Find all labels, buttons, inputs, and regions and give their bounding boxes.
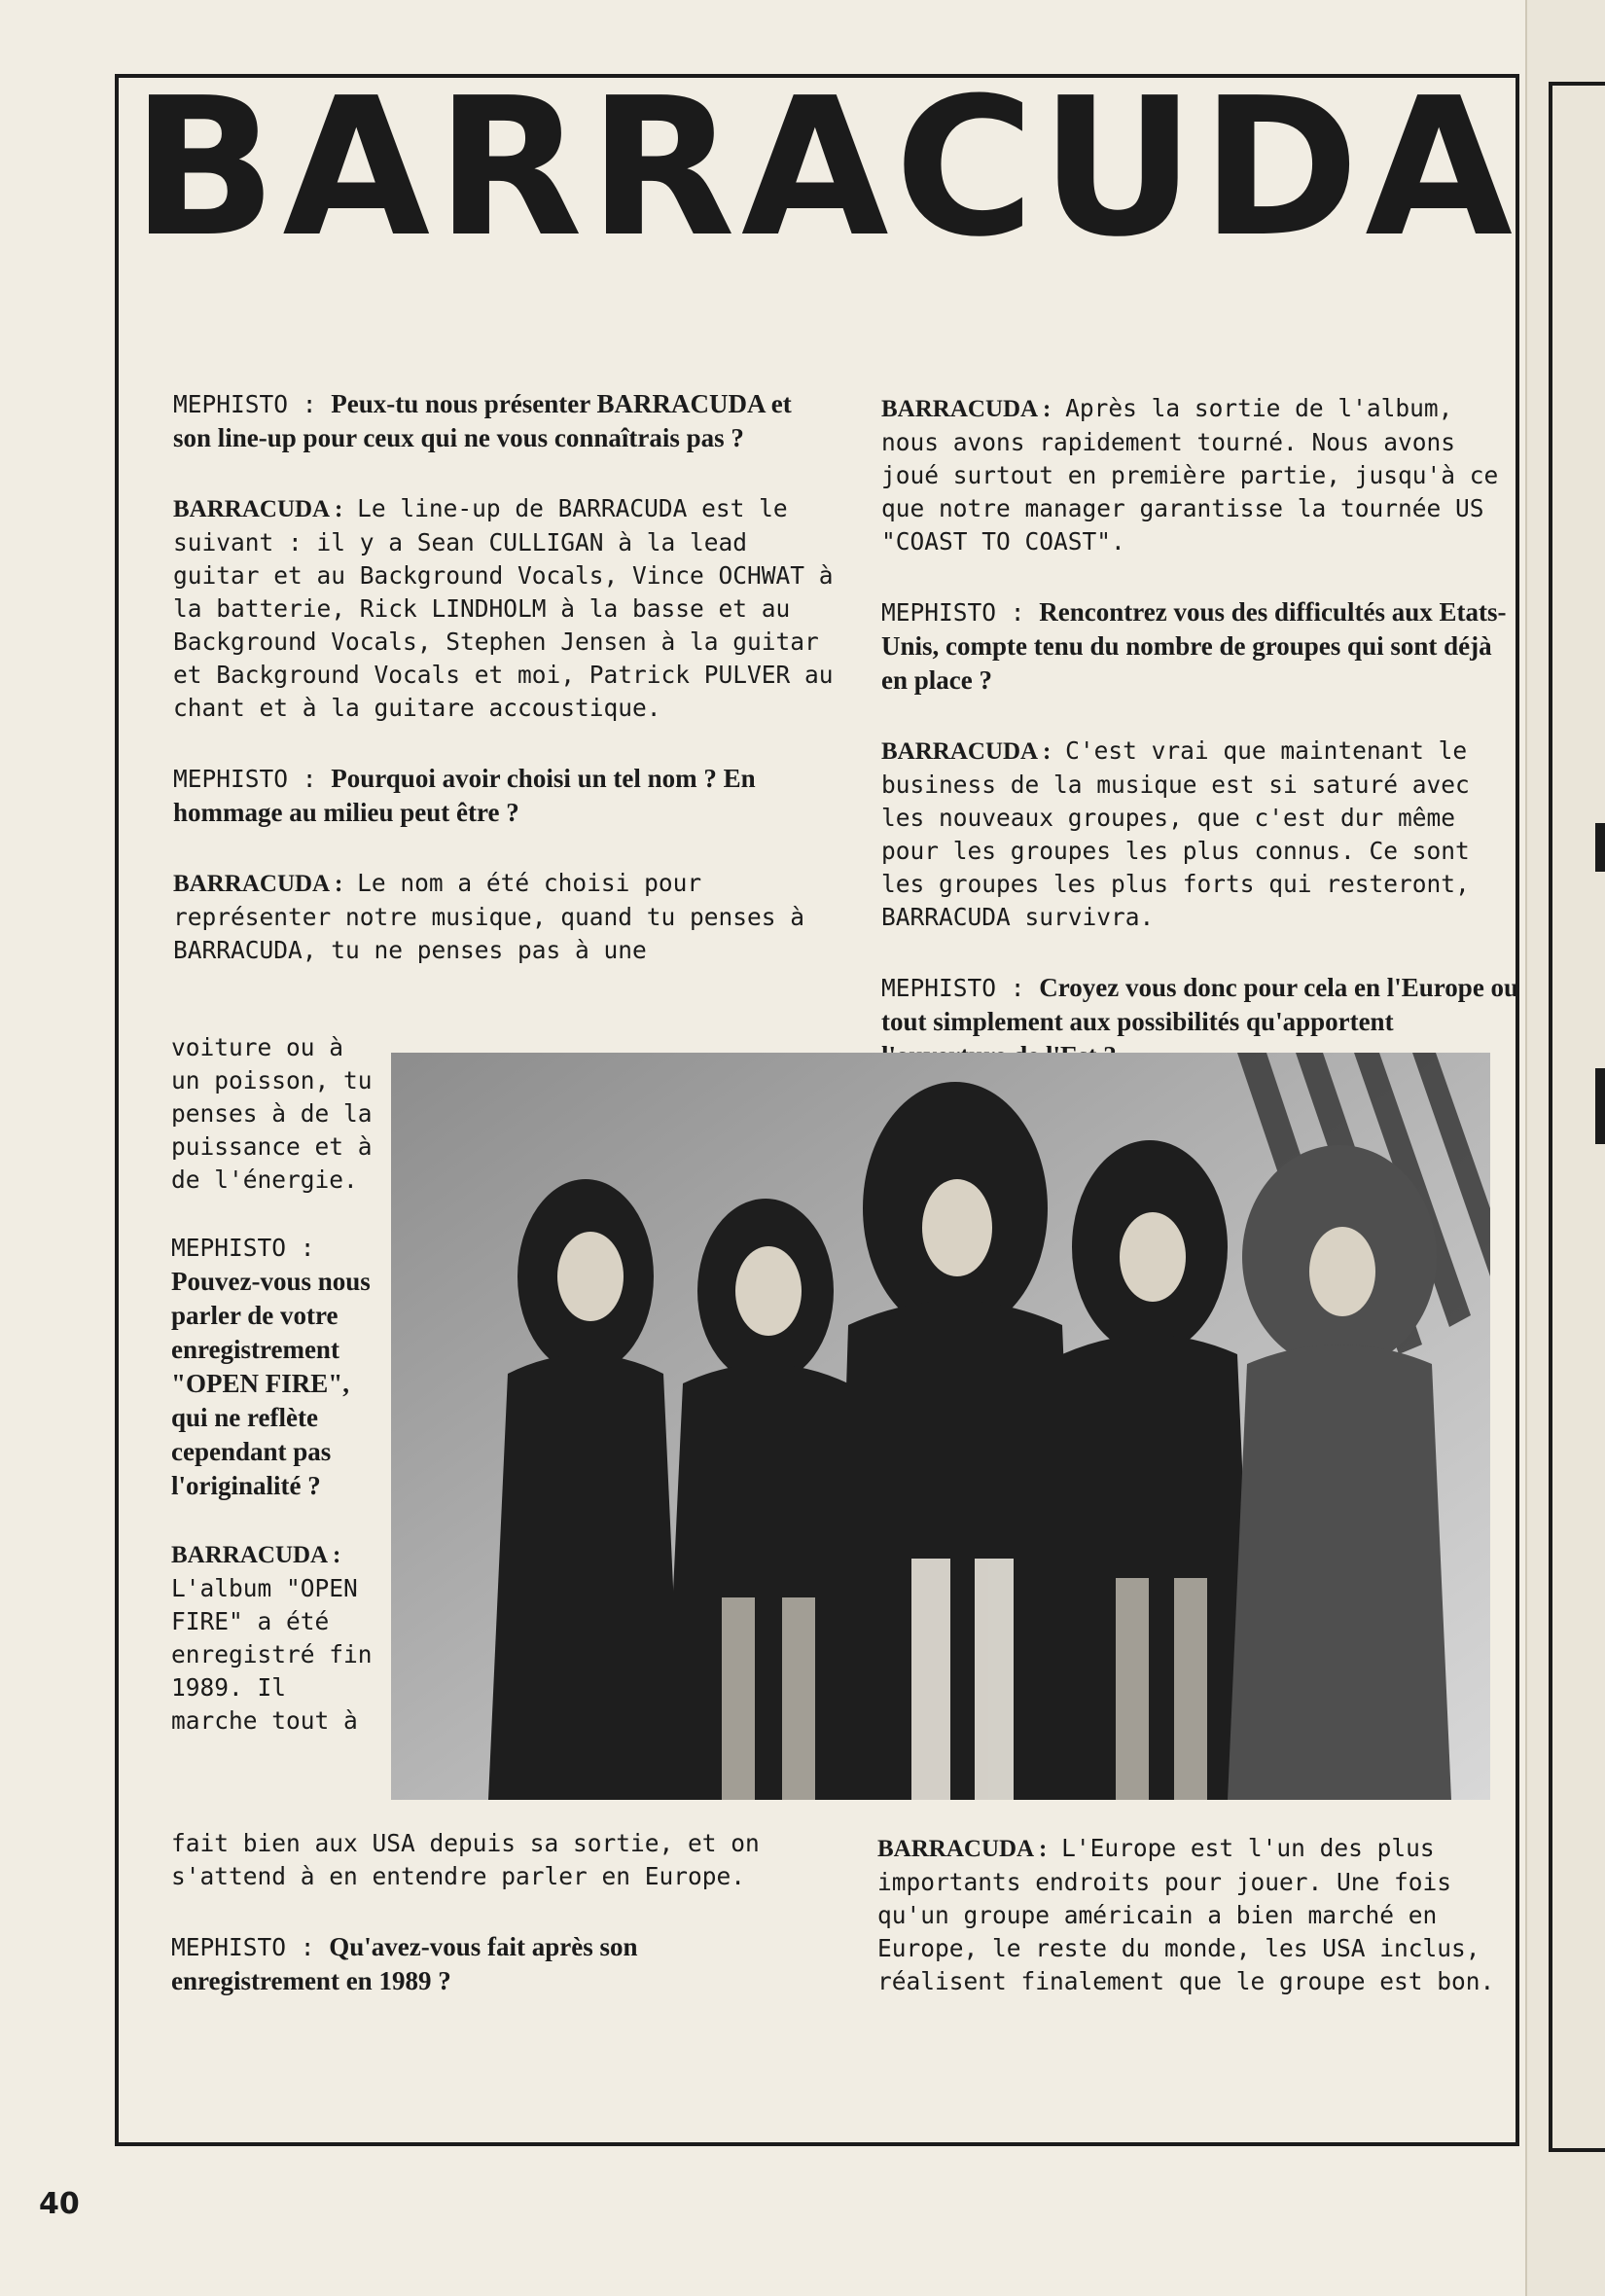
answer-text: Après la sortie de l'album, nous avons rapidement tourné. Nous avons joué surtout en première partie, jusqu'à ce que notre manager garantisse la tournée US "COAST TO COAST".	[881, 394, 1499, 556]
question-text: Qu'avez-vous fait après son enregistrement en 1989 ?	[171, 1932, 638, 1995]
speaker-label: BARRACUDA :	[881, 396, 1052, 422]
question-text: Peux-tu nous présenter BARRACUDA et son line-up pour ceux qui ne vous connaîtrais pas ?	[173, 389, 792, 452]
question-text: Croyez vous donc pour cela en l'Europe ou tout simplement aux possibilités qu'apportent	[881, 973, 1519, 1036]
interview-paragraph	[171, 1827, 798, 1893]
interview-paragraph	[171, 1232, 383, 1503]
narrow-column	[171, 1031, 383, 1773]
page-number: 40	[39, 2187, 80, 2221]
interview-paragraph	[881, 595, 1523, 698]
band-photo	[391, 1053, 1490, 1800]
speaker-label: BARRACUDA :	[173, 871, 343, 897]
right-column	[881, 392, 1523, 1110]
speaker-label: BARRACUDA :	[171, 1542, 341, 1568]
interview-paragraph	[881, 392, 1523, 558]
interview-paragraph	[173, 387, 835, 455]
answer-text: fait bien aux USA depuis sa sortie, et on s'attend à en entendre parler en Europe.	[171, 1829, 760, 1890]
speaker-label: MEPHISTO :	[173, 390, 317, 418]
answer-text: voiture ou à un poisson, tu penses à de la puissance et à de l'énergie.	[171, 1033, 373, 1194]
speaker-label: BARRACUDA :	[877, 1836, 1048, 1862]
speaker-label: MEPHISTO :	[881, 974, 1025, 1002]
answer-text: Le line-up de BARRACUDA est le suivant : il y a Sean CULLIGAN à la lead guitar et au Background Vocals, Vince OCHWAT à la batterie, Rick LINDHOLM à la basse et au Background Vocals, Stephen Jensen à la guitar et Background Vocals et moi, Patrick PULVER au chant et à la guitare accoustique.	[173, 494, 834, 722]
left-column	[173, 387, 835, 1004]
answer-text: C'est vrai que maintenant le business de la musique est si saturé avec les nouveaux groupes, que c'est dur même pour les groupes les plus connus. Ce sont les groupes les plus forts qui resteront, BARRACUDA survivra.	[881, 736, 1470, 931]
facing-page-mark	[1595, 823, 1605, 872]
speaker-label: MEPHISTO :	[171, 1234, 315, 1262]
answer-text: Le nom a été choisi pour représenter notre musique, quand tu penses à BARRACUDA, tu ne penses pas à une	[173, 869, 805, 964]
answer-text: L'Europe est l'un des plus importants endroits pour jouer. Une fois qu'un groupe américain a bien marché en Europe, le reste du monde, les USA inclus, réalisent finalement que le groupe est bon.	[877, 1834, 1495, 1995]
speaker-label: MEPHISTO :	[171, 1933, 315, 1961]
interview-paragraph	[881, 735, 1523, 934]
speaker-label: MEPHISTO :	[881, 598, 1025, 627]
headline: BARRACUDA	[131, 57, 1518, 279]
speaker-label: MEPHISTO :	[173, 765, 317, 793]
question-text: Pourquoi avoir choisi un tel nom ? En hommage au milieu peut être ?	[173, 764, 756, 827]
interview-paragraph	[171, 1031, 383, 1197]
bottom-left-column	[171, 1827, 798, 2035]
question-text: Rencontrez vous des difficultés aux Etats-Unis, compte tenu du nombre de groupes qui sont déjà en place ?	[881, 597, 1507, 695]
interview-paragraph	[173, 762, 835, 830]
interview-paragraph	[171, 1538, 383, 1738]
interview-paragraph	[877, 1832, 1523, 1998]
bottom-right-column	[877, 1832, 1523, 2035]
interview-paragraph	[171, 1930, 798, 1998]
speaker-label: BARRACUDA :	[173, 496, 343, 522]
facing-page-mark	[1595, 1068, 1605, 1144]
question-text: Pouvez-vous nous parler de votre enregistrement "OPEN FIRE", qui ne reflète cependant pas l'originalité ?	[171, 1267, 371, 1500]
speaker-label: BARRACUDA :	[881, 738, 1052, 765]
band-photo-illustration	[391, 1053, 1490, 1800]
interview-paragraph	[173, 492, 835, 725]
answer-text: L'album "OPEN FIRE" a été enregistré fin 1989. Il marche tout à	[171, 1574, 373, 1735]
interview-paragraph	[173, 867, 835, 967]
